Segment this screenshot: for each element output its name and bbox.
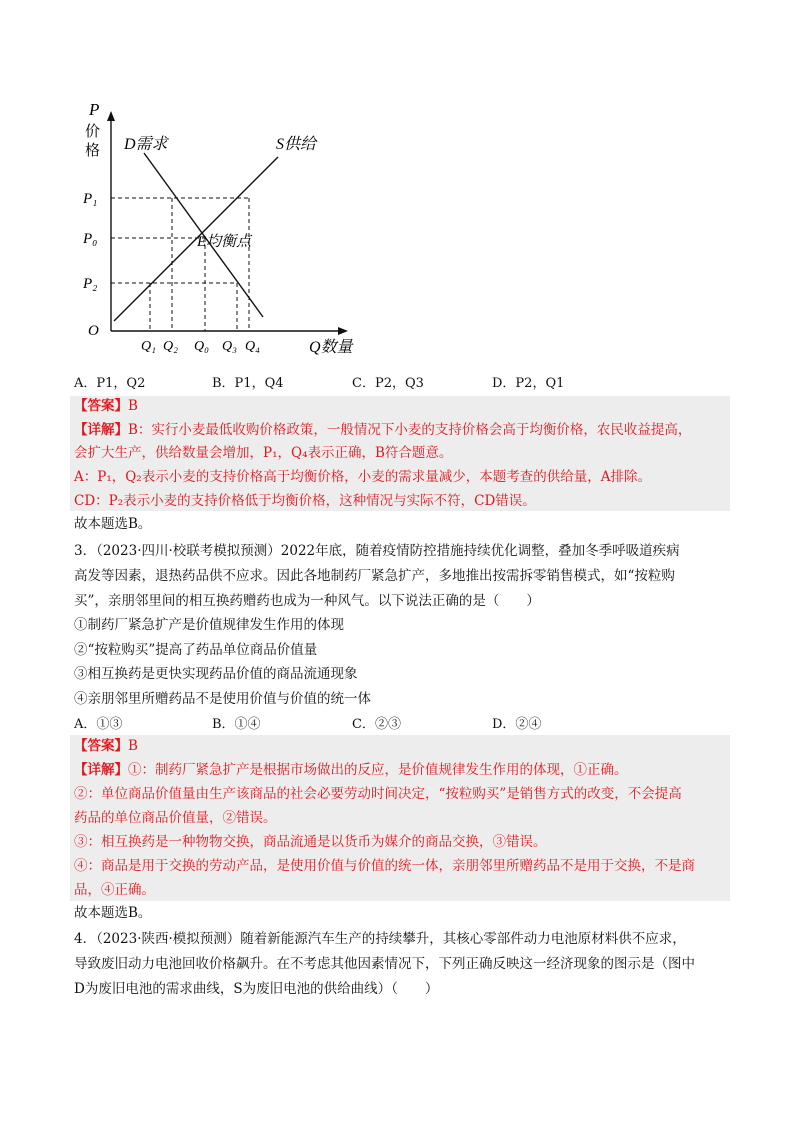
q3-label: Q₃ xyxy=(222,339,237,354)
q1-label: Q₁ xyxy=(141,339,156,354)
q3-stem-line-1: 3．（2023·四川·校联考模拟预测）2022年底，随着疫情防控措施持续优化调整，叠加冬季呼吸道疾病 xyxy=(74,543,680,559)
answer-value: B xyxy=(128,398,138,414)
demand-label: D需求 xyxy=(124,136,168,153)
q3-statement-3: ③相互换药是更快实现药品价值的商品流通现象 xyxy=(74,666,358,682)
q2-detail-line-4: CD：P₂表示小麦的支持价格低于均衡价格，这种情况与实际不符，CD错误。 xyxy=(74,493,536,509)
q3-option-b[interactable]: B．①④ xyxy=(212,717,261,732)
q0-label: Q₀ xyxy=(194,339,209,354)
origin-label: O xyxy=(88,323,99,339)
q3-detail-line-1: 【详解】①：制药厂紧急扩产是根据市场做出的反应，是价值规律发生作用的体现，①正确。 xyxy=(74,762,628,778)
p-axis-label: P xyxy=(89,100,100,119)
q4-stem-line-3: D为废旧电池的需求曲线，S为废旧电池的供给曲线）（ ） xyxy=(74,981,439,997)
q2-option-a[interactable]: A．P1，Q2 xyxy=(74,376,146,391)
supply-curve xyxy=(114,157,278,321)
q4-stem-line-1: 4．（2023·陕西·模拟预测）随着新能源汽车生产的持续攀升，其核心零部件动力电池原材料供不应求， xyxy=(74,931,686,947)
q2-label: Q₂ xyxy=(163,339,178,354)
answer-value: B xyxy=(128,738,138,754)
q2-option-b[interactable]: B．P1，Q4 xyxy=(212,376,284,391)
q3-detail-line-2: ②：单位商品价值量由生产该商品的社会必要劳动时间决定，“按粒购买”是销售方式的改变，不会提高 xyxy=(74,786,682,802)
q3-detail-line-5: ④：商品是用于交换的劳动产品，是使用价值与价值的统一体，亲朋邻里所赠药品不是用于交换，不是商 xyxy=(74,858,695,874)
q3-conclusion: 故本题选B。 xyxy=(74,905,152,921)
q-axis-arrow xyxy=(338,327,348,335)
q4-label: Q₄ xyxy=(245,339,260,354)
p-axis-label-char1: 价 xyxy=(85,124,101,140)
q2-detail-line-2: 会扩大生产，供给数量会增加，P₁，Q₄表示正确，B符合题意。 xyxy=(74,445,453,461)
q3-option-a[interactable]: A．①③ xyxy=(74,717,123,732)
q3-detail-line-4: ③：相互换药是一种物物交换，商品流通是以货币为媒介的商品交换，③错误。 xyxy=(74,834,547,850)
q2-detail-line-1: 【详解】B：实行小麦最低收购价格政策，一般情况下小麦的支持价格会高于均衡价格，农民收益提高， xyxy=(74,422,692,438)
q4-stem-line-2: 导致废旧动力电池回收价格飙升。在不考虑其他因素情况下，下列正确反映这一经济现象的图示是（图中 xyxy=(74,956,695,972)
p-axis-label-char2: 格 xyxy=(85,143,101,159)
q2-detail-line-3: A：P₁，Q₂表示小麦的支持价格高于均衡价格，小麦的需求量减少，本题考查的供给量，A排除。 xyxy=(74,469,651,485)
q-axis-label: Q数量 xyxy=(309,339,353,356)
q3-stem-line-3: 买”，亲朋邻里间的相互换药赠药也成为一种风气。以下说法正确的是（ ） xyxy=(74,593,540,609)
q3-statement-4: ④亲朋邻里所赠药品不是使用价值与价值的统一体 xyxy=(74,691,371,707)
supply-label: S供给 xyxy=(276,136,317,153)
q3-detail-line-6: 品，④正确。 xyxy=(74,882,155,898)
equilibrium-label: E均衡点 xyxy=(197,234,252,250)
q2-option-c[interactable]: C．P2，Q3 xyxy=(352,376,424,391)
q3-statement-1: ①制药厂紧急扩产是价值规律发生作用的体现 xyxy=(74,617,344,633)
q2-conclusion: 故本题选B。 xyxy=(74,516,152,532)
answer-label: 【答案】 xyxy=(74,738,128,754)
detail-label: 【详解】 xyxy=(74,422,128,438)
q2-option-d[interactable]: D．P2，Q1 xyxy=(492,376,565,391)
q3-stem-line-2: 高发等因素，退热药品供不应求。因此各地制药厂紧急扩产，多地推出按需拆零销售模式，如“按粒购 xyxy=(74,568,675,584)
answer-label: 【答案】 xyxy=(74,398,128,414)
p0-label: P₀ xyxy=(83,231,98,247)
q3-statement-2: ②“按粒购买”提高了药品单位商品价值量 xyxy=(74,642,318,658)
detail-label: 【详解】 xyxy=(74,762,128,778)
q3-option-d[interactable]: D．②④ xyxy=(492,717,542,732)
q3-option-c[interactable]: C．②③ xyxy=(352,717,401,732)
p1-label: P₁ xyxy=(83,191,98,207)
p2-label: P₂ xyxy=(83,276,98,292)
q2-answer xyxy=(74,396,138,416)
q3-answer xyxy=(74,736,138,756)
p-axis-arrow xyxy=(107,111,115,121)
q3-detail-line-3: 药品的单位商品价值量，②错误。 xyxy=(74,810,277,826)
supply-demand-figure xyxy=(80,95,370,360)
